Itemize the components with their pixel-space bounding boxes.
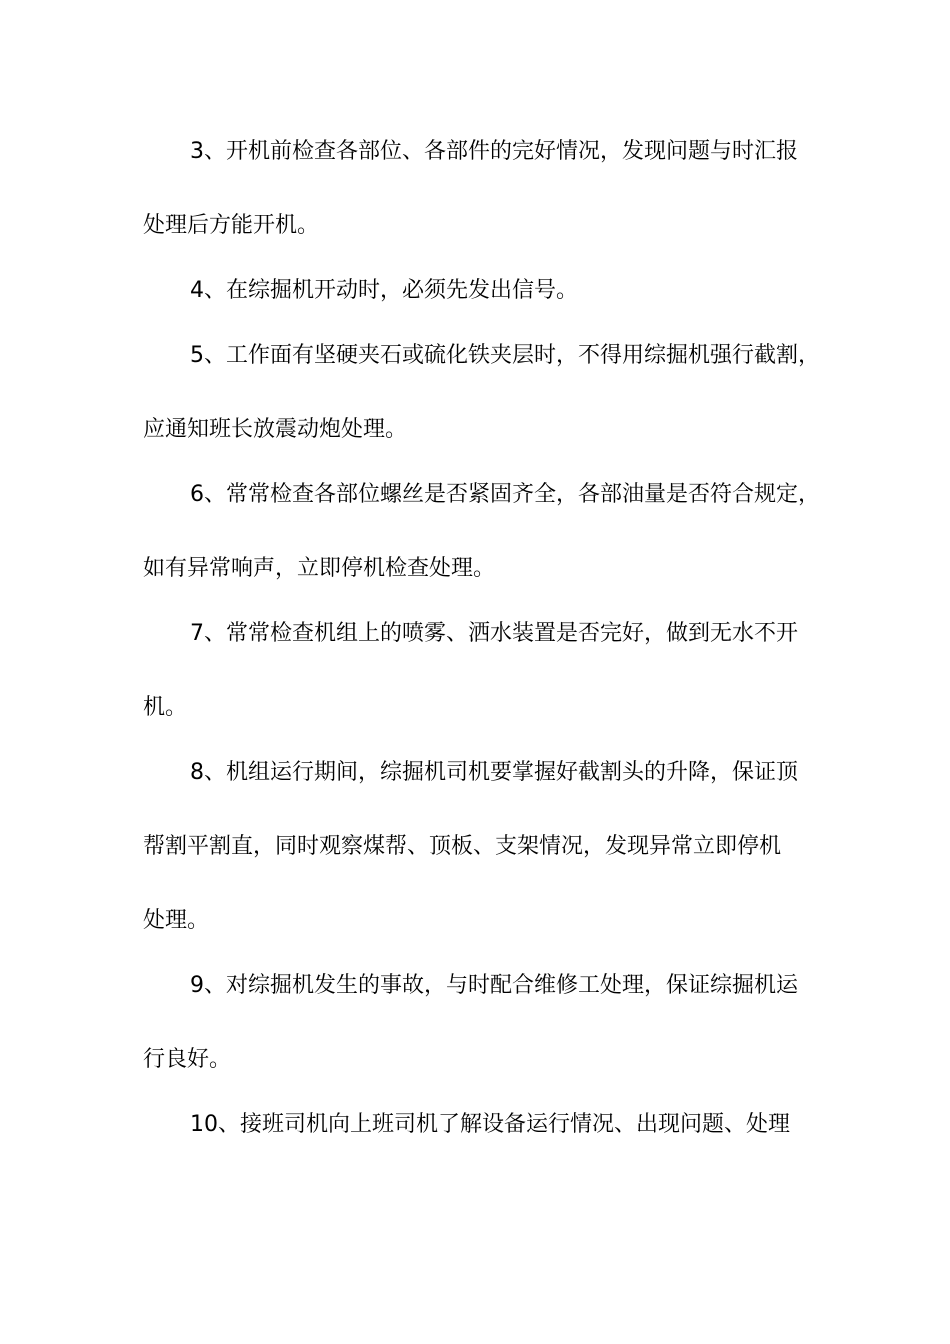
item-7-line-2: 机。 xyxy=(143,695,188,720)
item-10-line-1: 10、接班司机向上班司机了解设备运行情况、出现问题、处理 xyxy=(190,1112,790,1137)
item-9-line-1: 9、对综掘机发生的事故，与时配合维修工处理，保证综掘机运 xyxy=(190,973,798,998)
item-4-line-1: 4、在综掘机开动时，必须先发出信号。 xyxy=(190,278,578,303)
item-5-line-1: 5、工作面有坚硬夹石或硫化铁夹层时，不得用综掘机强行截割， xyxy=(190,343,820,368)
item-8-line-1: 8、机组运行期间，综掘机司机要掌握好截割头的升降，保证顶 xyxy=(190,760,798,785)
item-9-line-2: 行良好。 xyxy=(143,1047,232,1072)
item-6-line-2: 如有异常响声，立即停机检查处理。 xyxy=(143,556,496,581)
item-8-line-3: 处理。 xyxy=(143,908,210,933)
item-3-line-1: 3、开机前检查各部位、各部件的完好情况，发现问题与时汇报 xyxy=(190,139,798,164)
item-7-line-1: 7、常常检查机组上的喷雾、洒水装置是否完好，做到无水不开 xyxy=(190,621,798,646)
item-3-line-2: 处理后方能开机。 xyxy=(143,213,320,238)
item-8-line-2: 帮割平割直，同时观察煤帮、顶板、支架情况，发现异常立即停机 xyxy=(143,834,782,859)
item-6-line-1: 6、常常检查各部位螺丝是否紧固齐全，各部油量是否符合规定， xyxy=(190,482,820,507)
item-5-line-2: 应通知班长放震动炮处理。 xyxy=(143,417,408,442)
